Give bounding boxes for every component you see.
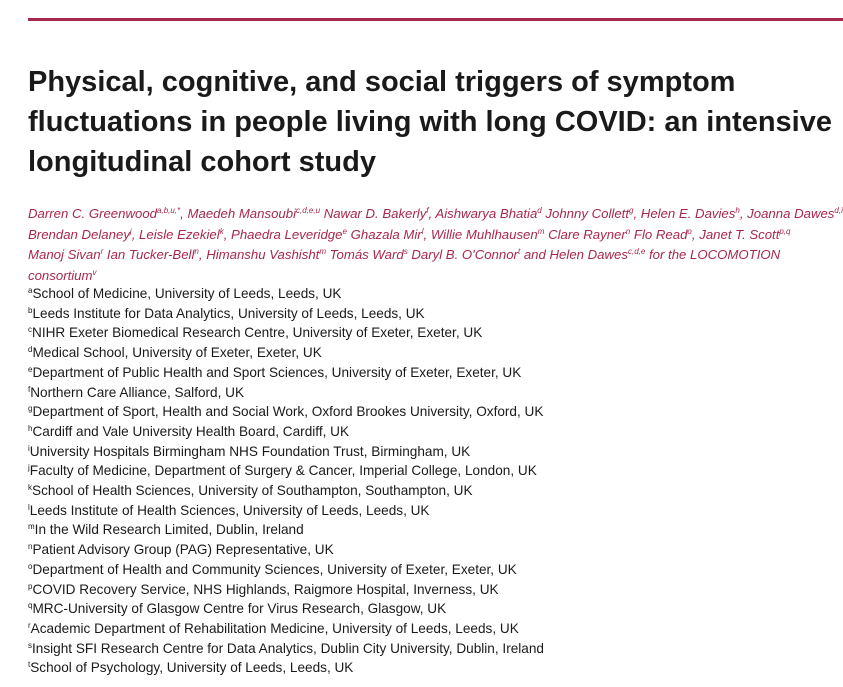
author[interactable]: Helen E. Davies$^h$, <box>640 206 744 221</box>
author[interactable]: Phaedra Leveridge$^e$ <box>231 226 347 242</box>
author[interactable]: Ian Tucker-Bell$^n$, <box>106 247 203 262</box>
affiliation-item: $^h$Cardiff and Vale University Health Board, Cardiff, UK <box>28 423 350 439</box>
affiliation-item: $^g$Department of Sport, Health and Social Work, Oxford Brookes University, Oxford, UK <box>28 404 544 420</box>
author[interactable]: Ghazala Mir$^l$, <box>350 226 428 242</box>
author[interactable]: Willie Muhlhausen$^m$ <box>430 226 545 242</box>
author[interactable]: Nawar D. Bakerly$^f$, <box>323 206 433 221</box>
affiliation-item: $^t$School of Psychology, University of Leeds, Leeds, UK <box>28 660 354 676</box>
author[interactable]: Brendan Delaney$^j$, <box>28 226 136 242</box>
author[interactable]: Maedeh Mansoubi$^{c,d,e,u}$ <box>187 206 321 221</box>
affiliation-item: $^d$Medical School, University of Exeter, Exeter, UK <box>28 345 322 361</box>
author-list <box>28 204 843 286</box>
affiliation-item: $^c$NIHR Exeter Biomedical Research Centre, University of Exeter, Exeter, UK <box>28 325 483 341</box>
affiliation-item: $^q$MRC-University of Glasgow Centre for Virus Research, Glasgow, UK <box>28 601 447 617</box>
author[interactable]: Aishwarya Bhatia$^d$ <box>435 206 542 221</box>
author[interactable]: Janet T. Scott$^{p,q}$ <box>699 226 791 242</box>
article-title: Physical, cognitive, and social triggers of symptom fluctuations in people living with long COVID: an intensive longitudinal cohort study <box>28 66 832 178</box>
affiliation-item: $^l$Leeds Institute of Health Sciences, University of Leeds, Leeds, UK <box>28 502 430 518</box>
affiliation-item: $^a$School of Medicine, University of Leeds, Leeds, UK <box>28 286 342 301</box>
author[interactable]: Clare Rayner$^n$ <box>548 226 631 242</box>
affiliation-item: $^n$Patient Advisory Group (PAG) Representative, UK <box>28 542 334 558</box>
affiliation-item: $^p$COVID Recovery Service, NHS Highlands, Raigmore Hospital, Inverness, UK <box>28 581 499 597</box>
consortium-label: for the LOCOMOTION consortium$^v$ <box>28 247 781 283</box>
affiliation-item: $^f$Northern Care Alliance, Salford, UK <box>28 384 245 400</box>
author[interactable]: Johnny Collett$^g$, <box>545 206 638 221</box>
affiliation-item: $^r$Academic Department of Rehabilitation Medicine, University of Leeds, Leeds, UK <box>28 620 519 636</box>
author[interactable]: Darren C. Greenwood$^{a,b,u,*}$, <box>28 206 184 221</box>
author[interactable]: Himanshu Vashisht$^m$ <box>206 247 326 262</box>
affiliation-item: $^o$Department of Health and Community Sciences, University of Exeter, Exeter, UK <box>28 561 517 577</box>
author[interactable]: Manoj Sivan$^r$ <box>28 247 104 262</box>
affiliation-item: $^e$Department of Public Health and Sport Sciences, University of Exeter, Exeter, UK <box>28 364 522 380</box>
affiliation-item: $^s$Insight SFI Research Centre for Data Analytics, Dublin City University, Dublin, Ireland <box>28 640 544 656</box>
author[interactable]: Tomás Ward$^s$ <box>329 247 408 262</box>
author[interactable]: Daryl B. O'Connor$^t$ and <box>411 247 546 262</box>
affiliation-item: $^k$School of Health Sciences, University of Southampton, Southampton, UK <box>28 483 473 499</box>
author[interactable]: Helen Dawes$^{c,d,e}$ <box>549 247 646 262</box>
affiliation-item: $^j$Faculty of Medicine, Department of Surgery & Cancer, Imperial College, London, UK <box>28 463 537 479</box>
affiliation-item: $^m$In the Wild Research Limited, Dublin, Ireland <box>28 522 304 538</box>
header-rule <box>28 18 843 21</box>
author[interactable]: Flo Read$^o$, <box>633 226 696 242</box>
affiliation-item: $^b$Leeds Institute for Data Analytics, University of Leeds, Leeds, UK <box>28 305 425 321</box>
affiliation-list <box>28 284 828 678</box>
affiliation-item: $^i$University Hospitals Birmingham NHS Foundation Trust, Birmingham, UK <box>28 443 471 459</box>
author[interactable]: Leisle Ezekiel$^k$, <box>139 226 228 242</box>
author[interactable]: Joanna Dawes$^{d,i}$ <box>747 206 843 221</box>
